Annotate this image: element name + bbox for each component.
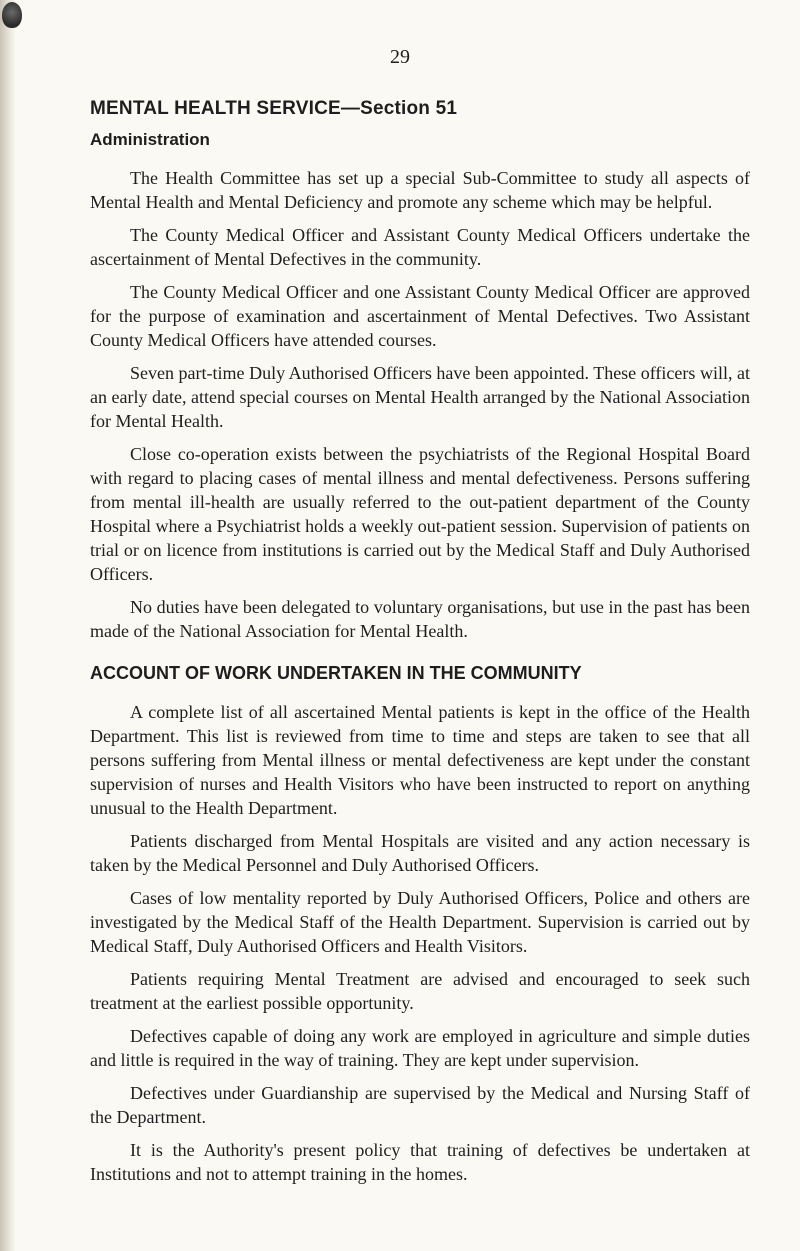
community-paragraph: Patients requiring Mental Treatment are advised and encouraged to seek such treatment at the earliest possible opportunity.	[90, 969, 750, 1013]
community-paragraph: It is the Authority's present policy that training of defectives be undertaken at Institutions and not to attempt training in the homes.	[90, 1140, 750, 1184]
section-title: MENTAL HEALTH SERVICE—Section 51	[90, 98, 458, 119]
community-paragraph: A complete list of all ascertained Mental patients is kept in the office of the Health Department. This list is reviewed from time to time and steps are taken to see that all persons suffering from Mental illness or mental defectiveness are kept under the constant supervision of nurses and Health Visitors who have been instructed to report on anything unusual to the Health Department.	[90, 702, 750, 818]
community-paragraph: Defectives capable of doing any work are employed in agriculture and simple duties and little is required in the way of training. They are kept under supervision.	[90, 1026, 750, 1070]
community-paragraph: Defectives under Guardianship are supervised by the Medical and Nursing Staff of the Department.	[90, 1083, 750, 1127]
admin-paragraph: The County Medical Officer and Assistant County Medical Officers undertake the ascertainment of Mental Defectives in the community.	[90, 225, 750, 269]
page-edge-shadow	[0, 0, 16, 1251]
admin-paragraph: The County Medical Officer and one Assistant County Medical Officer are approved for the purpose of examination and ascertainment of Mental Defectives. Two Assistant County Medical Officers have attended courses.	[90, 282, 750, 350]
admin-paragraph: Seven part-time Duly Authorised Officers have been appointed. These officers will, at an early date, attend special courses on Mental Health arranged by the National Association for Mental Health.	[90, 363, 750, 431]
punch-hole	[2, 2, 22, 28]
subheading-administration: Administration	[90, 130, 210, 149]
page-content	[90, 98, 750, 1195]
community-paragraph: Cases of low mentality reported by Duly Authorised Officers, Police and others are investigated by the Medical Staff of the Health Department. Supervision is carried out by Medical Staff, Duly Authorised Officers and Health Visitors.	[90, 888, 750, 956]
community-heading: ACCOUNT OF WORK UNDERTAKEN IN THE COMMUNITY	[90, 663, 582, 683]
admin-paragraph: The Health Committee has set up a special Sub-Committee to study all aspects of Mental Health and Mental Deficiency and promote any scheme which may be helpful.	[90, 168, 750, 212]
admin-paragraph: Close co-operation exists between the psychiatrists of the Regional Hospital Board with regard to placing cases of mental illness and mental defectiveness. Persons suffering from mental ill-health are usually referred to the out-patient department of the County Hospital where a Psychiatrist holds a weekly out-patient session. Supervision of patients on trial or on licence from institutions is carried out by the Medical Staff and Duly Authorised Officers.	[90, 444, 750, 584]
community-paragraph: Patients discharged from Mental Hospitals are visited and any action necessary is taken by the Medical Personnel and Duly Authorised Officers.	[90, 831, 750, 875]
admin-paragraph: No duties have been delegated to voluntary organisations, but use in the past has been made of the National Association for Mental Health.	[90, 597, 750, 641]
page-number: 29	[390, 46, 410, 68]
